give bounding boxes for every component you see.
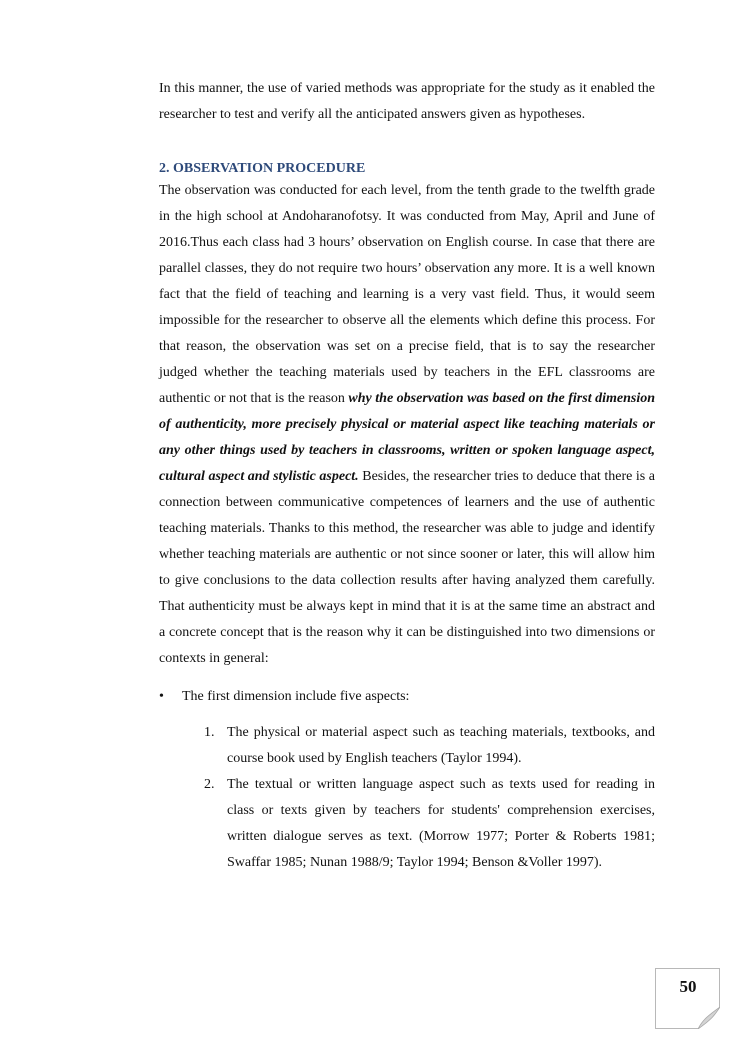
aspect-item-2	[159, 772, 655, 876]
observation-paragraph	[159, 178, 655, 672]
bullet-mark: •	[159, 689, 164, 704]
observation-emphasis: why the observation was based on the first dimension of authenticity, more precisely physical or material aspect like teaching materials or any other things used by teachers in classrooms, written or spoken language aspect, cultural aspect and stylistic aspect.	[159, 391, 655, 484]
aspect-text: The physical or material aspect such as teaching materials, textbooks, and course book used by English teachers (Taylor 1994).	[227, 725, 655, 766]
bullet-item	[159, 684, 655, 710]
aspect-item-1	[159, 720, 655, 772]
section-heading: 2. OBSERVATION PROCEDURE	[159, 161, 366, 176]
observation-text-before: The observation was conducted for each level, from the tenth grade to the twelfth grade in the high school at Andoharanofotsy. It was conducted from May, April and June of 2016.Thus each class had 3 hours’ observation on English course. In case that there are parallel classes, they do not require two hours’ observation any more. It is a well known fact that the field of teaching and learning is a very vast field. Thus, it would seem impossible for the researcher to observe all the elements which define this process. For that reason, the observation was set on a precise field, that is to say the researcher judged whether the teaching materials used by teachers in the EFL classrooms are authentic or not that is the reason	[159, 183, 655, 406]
aspect-text: The textual or written language aspect such as texts used for reading in class or texts given by teachers for students' comprehension exercises, written dialogue serves as text. (Morrow 1977; Porter & Roberts 1981; Swaffar 1985; Nunan 1988/9; Taylor 1994; Benson &Voller 1997).	[227, 777, 655, 870]
page-curl-icon	[698, 1007, 720, 1029]
aspect-number: 2.	[204, 777, 215, 792]
observation-text-after: Besides, the researcher tries to deduce that there is a connection between communicative competences of learners and the use of authentic teaching materials. Thanks to this method, the researcher was able to judge and identify whether teaching materials are authentic or not since sooner or later, this will allow him to give conclusions to the data collection results after having analyzed them carefully. That authenticity must be always kept in mind that it is at the same time an abstract and a concrete concept that is the reason why it can be distinguished into two dimensions or contexts in general:	[159, 469, 656, 666]
page-number-box	[655, 968, 720, 1029]
page-number: 50	[679, 977, 697, 996]
intro-paragraph: In this manner, the use of varied methods was appropriate for the study as it enabled the researcher to test and verify all the anticipated answers given as hypotheses.	[159, 81, 655, 122]
aspect-number: 1.	[204, 725, 215, 740]
document-page	[159, 76, 655, 876]
aspects-list	[159, 720, 655, 876]
bullet-text: The first dimension include five aspects:	[182, 689, 410, 704]
